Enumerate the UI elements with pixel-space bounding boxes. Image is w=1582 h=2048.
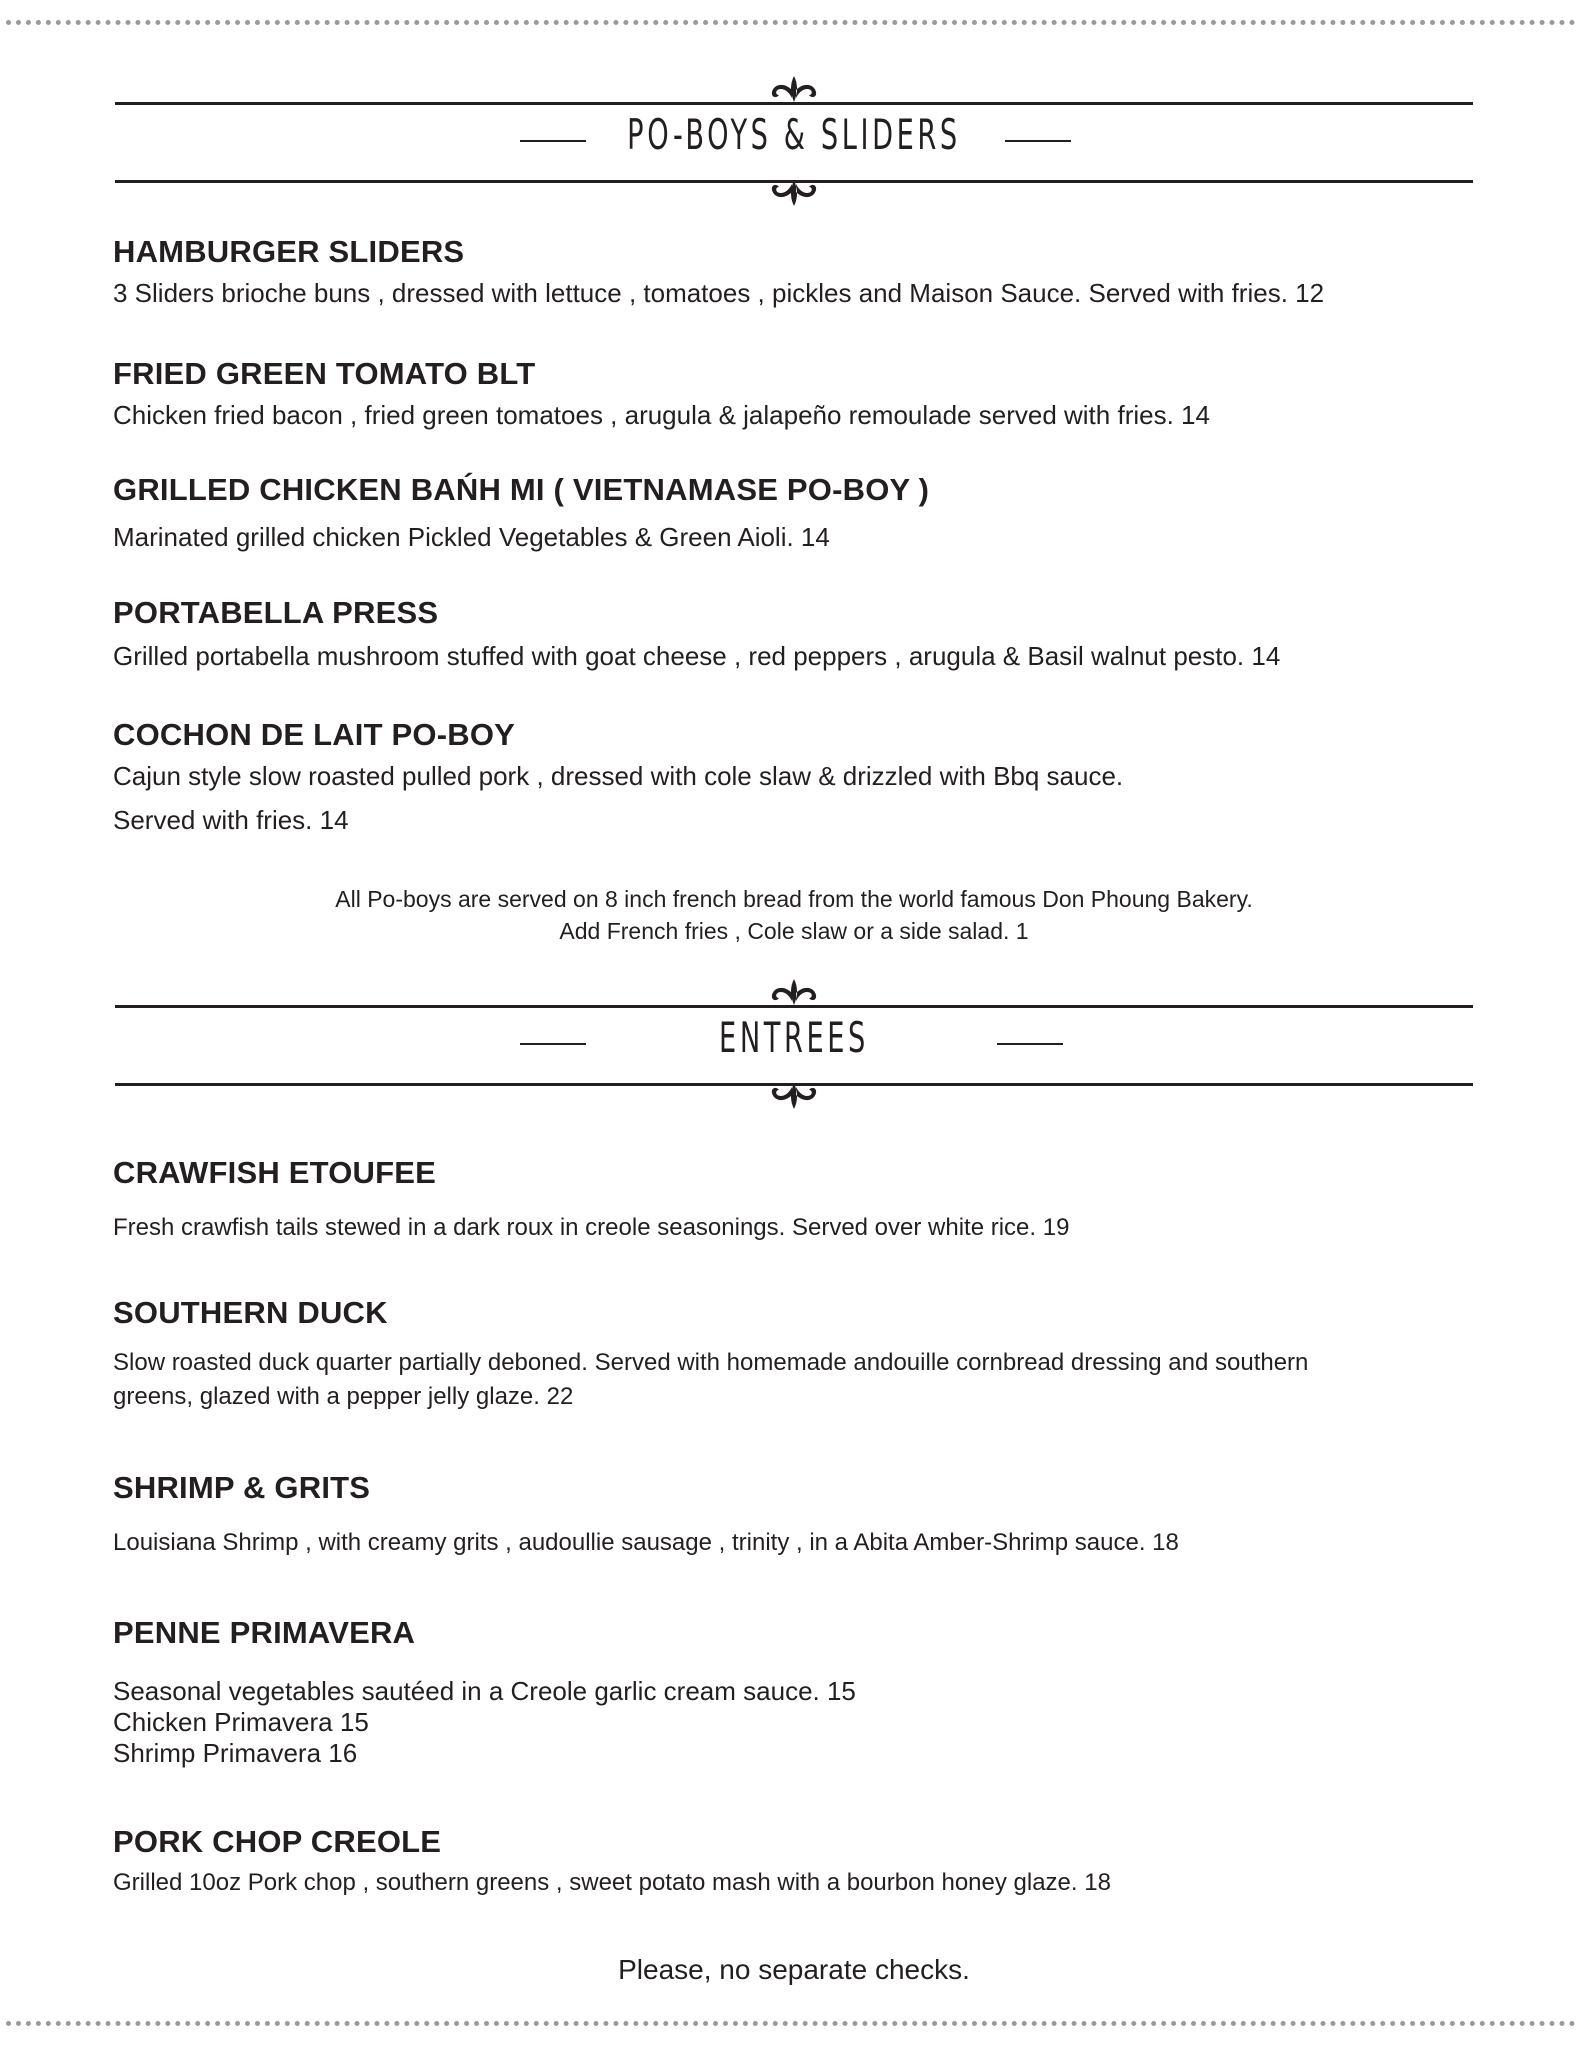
entrees-section-header (115, 977, 1473, 1109)
fleur-ornament-icon (766, 1081, 822, 1111)
item-name: FRIED GREEN TOMATO BLT (113, 356, 536, 391)
bottom-dotted-border (6, 2021, 1576, 2026)
item-description: Cajun style slow roasted pulled pork , dressed with cole slaw & drizzled with Bbq sauce. (113, 761, 1124, 791)
poboys-section-header (115, 74, 1473, 206)
menu-item (113, 233, 1473, 315)
fleur-ornament-icon (766, 74, 822, 104)
item-description-line2: Served with fries. 14 (113, 805, 349, 835)
fleur-ornament-icon (766, 178, 822, 208)
item-name: PORTABELLA PRESS (113, 595, 439, 630)
item-description: Fresh crawfish tails stewed in a dark roux in creole seasonings. Served over white rice. 19 (113, 1214, 1070, 1241)
item-name: HAMBURGER SLIDERS (113, 234, 465, 269)
item-name: SOUTHERN DUCK (113, 1295, 388, 1330)
menu-item (113, 355, 1473, 437)
item-description: Seasonal vegetables sautéed in a Creole garlic cream sauce. 15 (113, 1676, 856, 1706)
section-title: ENTREES (719, 1013, 869, 1062)
note-line-1: All Po-boys are served on 8 inch french bread from the world famous Don Phoung Bakery. (335, 886, 1253, 912)
item-description-line3: Shrimp Primavera 16 (113, 1738, 358, 1768)
poboy-note (115, 883, 1473, 947)
item-description: Louisiana Shrimp , with creamy grits , audoullie sausage , trinity , in a Abita Amber-Shrimp sauce. 18 (113, 1529, 1179, 1556)
item-description: Chicken fried bacon , fried green tomatoes , arugula & jalapeño remoulade served with fries. 14 (113, 400, 1210, 430)
footer-note: Please, no separate checks. (618, 1954, 970, 1985)
fleur-ornament-icon (766, 977, 822, 1007)
item-description: Grilled portabella mushroom stuffed with goat cheese , red peppers , arugula & Basil walnut pesto. 14 (113, 641, 1281, 671)
item-description: Slow roasted duck quarter partially deboned. Served with homemade andouille cornbread dressing and southern (113, 1349, 1309, 1376)
section-title: PO-BOYS & SLIDERS (627, 110, 961, 159)
header-rule-top (115, 1005, 1473, 1008)
item-name: PORK CHOP CREOLE (113, 1824, 442, 1859)
menu-item (113, 594, 1473, 678)
item-description: Grilled 10oz Pork chop , southern greens , sweet potato mash with a bourbon honey glaze. 18 (113, 1869, 1111, 1896)
item-description: 3 Sliders brioche buns , dressed with lettuce , tomatoes , pickles and Maison Sauce. Served with fries. 12 (113, 278, 1325, 308)
menu-item (113, 1294, 1473, 1414)
header-rule-top (115, 102, 1473, 105)
item-description-line2: Chicken Primavera 15 (113, 1707, 369, 1737)
header-dash-right (1005, 140, 1071, 142)
menu-item (113, 1614, 1473, 1769)
menu-item (113, 716, 1473, 842)
item-name: GRILLED CHICKEN BAŃH MI ( VIETNAMASE PO-BOY ) (113, 472, 930, 507)
menu-item (113, 1469, 1473, 1565)
item-name: CRAWFISH ETOUFEE (113, 1155, 436, 1190)
menu-item (113, 1823, 1473, 1905)
menu-item (113, 471, 1473, 559)
item-name: COCHON DE LAIT PO-BOY (113, 717, 516, 752)
header-dash-right (997, 1043, 1063, 1045)
menu-item (113, 1154, 1473, 1250)
item-description-line2: greens, glazed with a pepper jelly glaze. 22 (113, 1383, 574, 1410)
item-name: PENNE PRIMAVERA (113, 1615, 416, 1650)
note-line-2: Add French fries , Cole slaw or a side salad. 1 (559, 918, 1029, 944)
top-dotted-border (6, 20, 1576, 25)
item-description: Marinated grilled chicken Pickled Vegetables & Green Aioli. 14 (113, 522, 830, 552)
item-name: SHRIMP & GRITS (113, 1470, 371, 1505)
